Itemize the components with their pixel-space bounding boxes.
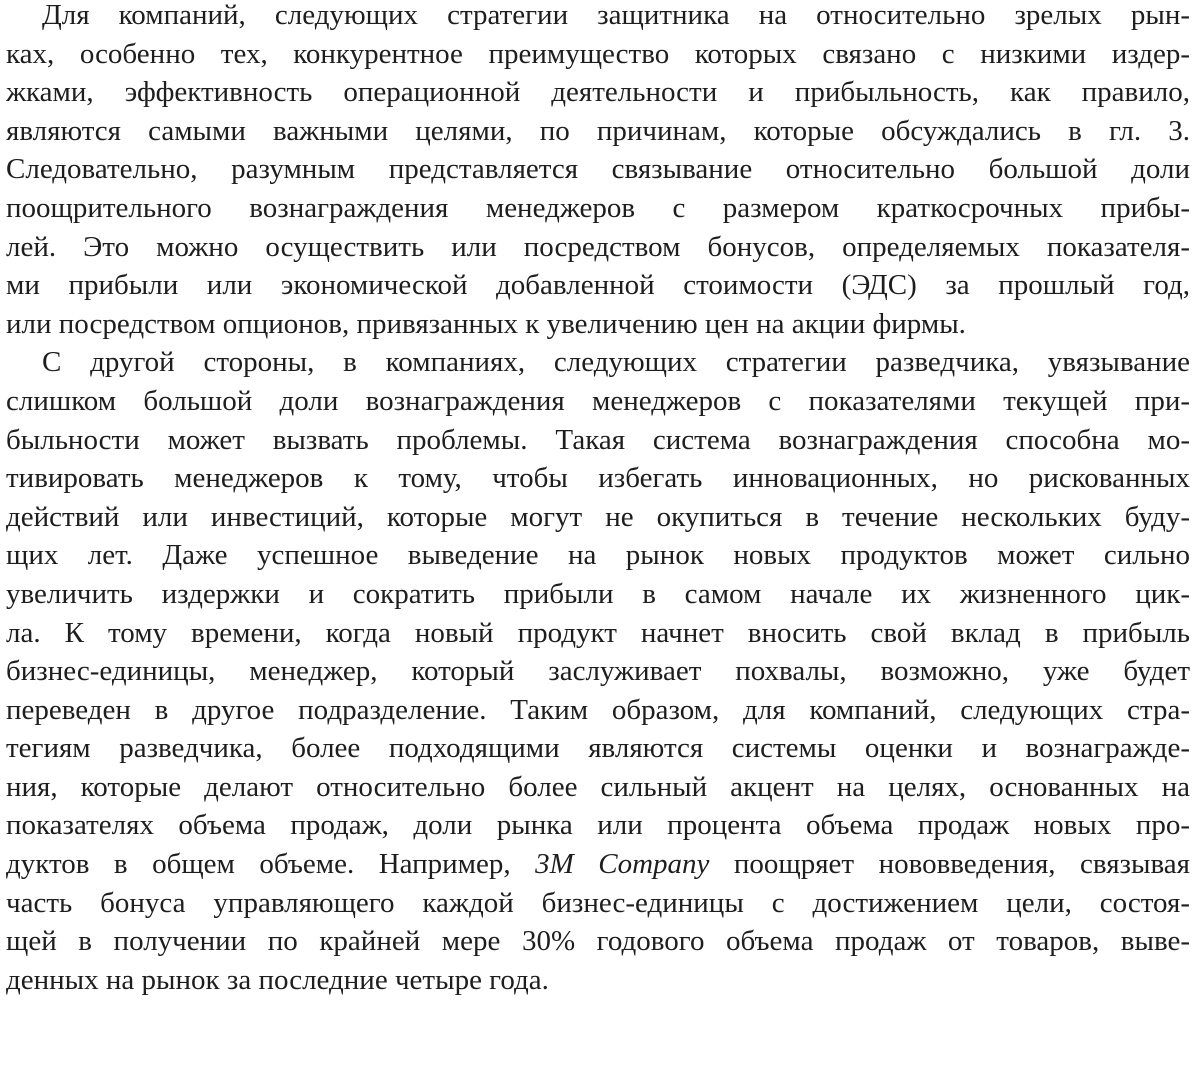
text-line: тивировать менеджеров к тому, чтобы избегать инновационных, но рискованных xyxy=(6,462,1190,495)
text-line: действий или инвестиций, которые могут не окупиться в течение нескольких буду- xyxy=(6,500,1190,533)
text-line: тегиям разведчика, более подходящими являются системы оценки и вознагражде- xyxy=(6,732,1190,765)
text-line: ла. К тому времени, когда новый продукт начнет вносить свой вклад в прибыль xyxy=(6,616,1190,649)
text-line: быльности может вызвать проблемы. Такая система вознаграждения способна мо- xyxy=(6,423,1190,456)
text-line-with-company-name xyxy=(6,845,1190,884)
paragraph-prospector-strategy xyxy=(6,343,1190,999)
text-line: Для компаний, следующих стратегии защитника на относительно зрелых рын- xyxy=(42,0,1190,31)
text-line: лей. Это можно осуществить или посредством бонусов, определяемых показателя- xyxy=(6,230,1190,263)
text-line: поощрительного вознаграждения менеджеров с размером краткосрочных прибы- xyxy=(6,191,1190,224)
text-line: ках, особенно тех, конкурентное преимущество которых связано с низкими издер- xyxy=(6,37,1190,70)
text-line: увеличить издержки и сократить прибыли в самом начале их жизненного цик- xyxy=(6,577,1190,610)
text-line: жками, эффективность операционной деятельности и прибыльность, как правило, xyxy=(6,76,1190,109)
text-line: часть бонуса управляющего каждой бизнес-единицы с достижением цели, состоя- xyxy=(6,886,1190,919)
document-page xyxy=(6,0,1190,999)
text-line: показателях объема продаж, доли рынка или процента объема продаж новых про- xyxy=(6,809,1190,842)
text-line: щих лет. Даже успешное выведение на рынок новых продуктов может сильно xyxy=(6,539,1190,572)
text-line: или посредством опционов, привязанных к увеличению цен на акции фирмы. xyxy=(6,307,966,340)
text-line: Следовательно, разумным представляется связывание относительно большой доли xyxy=(6,153,1190,186)
text-line: С другой стороны, в компаниях, следующих стратегии разведчика, увязывание xyxy=(42,346,1190,379)
text-line: ния, которые делают относительно более сильный акцент на целях, основанных на xyxy=(6,770,1190,803)
text-line: слишком большой доли вознаграждения менеджеров с показателями текущей при- xyxy=(6,384,1190,417)
text-line: ми прибыли или экономической добавленной стоимости (ЭДС) за прошлый год, xyxy=(6,269,1190,302)
company-name: 3M Company xyxy=(535,848,710,881)
text-line: бизнес-единицы, менеджер, который заслуживает похвалы, возможно, уже будет xyxy=(6,655,1190,688)
text-line: переведен в другое подразделение. Таким образом, для компаний, следующих стра- xyxy=(6,693,1190,726)
paragraph-defender-strategy xyxy=(6,0,1190,343)
text-line: являются самыми важными целями, по причинам, которые обсуждались в гл. 3. xyxy=(6,114,1190,147)
text-line: щей в получении по крайней мере 30% годового объема продаж от товаров, выве- xyxy=(6,925,1190,958)
text-segment: дуктов в общем объеме. Например, xyxy=(6,848,536,881)
text-line: денных на рынок за последние четыре года. xyxy=(6,963,549,996)
text-segment: поощряет нововведения, связывая xyxy=(709,848,1190,881)
